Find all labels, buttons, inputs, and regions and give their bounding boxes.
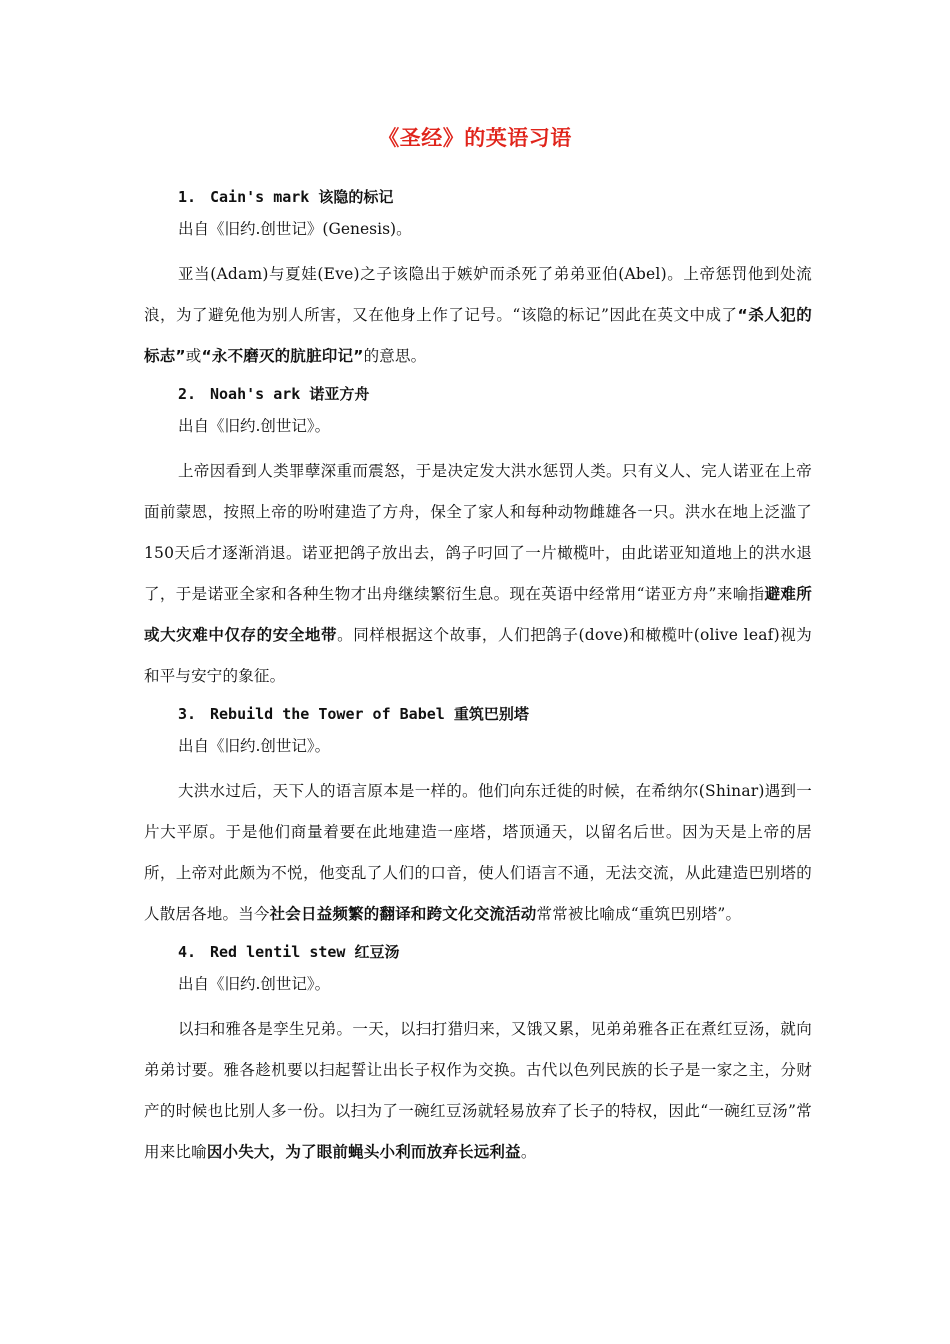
section-heading-1	[178, 186, 812, 208]
section-number: 2.	[178, 385, 197, 403]
section-source: 出自《旧约.创世记》。	[178, 417, 331, 435]
section-number: 1.	[178, 188, 197, 206]
emphasis-text: 社会日益频繁的翻译和跨文化交流活动	[269, 905, 537, 923]
heading-chinese: 红豆汤	[354, 943, 400, 961]
paragraph-text: 大洪水过后，天下人的语言原本是一样的。他们向东迁徙的时候，在希纳尔(Shinar)遇到一片大平原。于是他们商量着要在此地建造一座塔，塔顶通天，以留名后世。因为天是上帝的居所，上帝对此颇为不悦，他变乱了人们的口音，使人们语言不通，无法交流，从此建造巴别塔的人散居各地。当今	[144, 782, 812, 923]
heading-english: Noah's ark	[210, 385, 301, 403]
section-heading-2	[178, 383, 812, 405]
section-paragraph	[144, 771, 812, 935]
paragraph-text: 的意思。	[363, 347, 427, 365]
heading-english: Cain's mark	[210, 188, 310, 206]
emphasis-text: 因小失大，为了眼前蝇头小利而放弃长远利益	[206, 1143, 521, 1161]
paragraph-text: 。同样根据这个故事，人们把鸽子(dove)和橄榄叶(olive leaf)视为和平与安宁的象征。	[144, 626, 812, 685]
paragraph-text: 。	[520, 1143, 537, 1161]
section-paragraph	[144, 1009, 812, 1173]
section-source: 出自《旧约.创世记》。	[178, 975, 331, 993]
heading-english: Red lentil stew	[210, 943, 346, 961]
section-source: 出自《旧约.创世记》(Genesis)。	[178, 220, 412, 238]
section-paragraph	[144, 254, 812, 377]
emphasis-text: “永不磨灭的肮脏印记”	[201, 347, 364, 365]
heading-english: Rebuild the Tower of Babel	[210, 705, 445, 723]
paragraph-text: 常常被比喻成“重筑巴别塔”。	[536, 905, 742, 923]
section-source: 出自《旧约.创世记》。	[178, 737, 331, 755]
section-number: 4.	[178, 943, 197, 961]
section-paragraph	[144, 451, 812, 697]
paragraph-text: 亚当(Adam)与夏娃(Eve)之子该隐出于嫉妒而杀死了弟弟亚伯(Abel)。上帝惩罚他到处流浪，为了避免他为别人所害，又在他身上作了记号。“该隐的标记”因此在英文中成了	[144, 265, 812, 324]
emphasis-text: “杀人犯的标志”	[144, 306, 813, 365]
paragraph-text: 上帝因看到人类罪孽深重而震怒，于是决定发大洪水惩罚人类。只有义人、完人诺亚在上帝面前蒙恩，按照上帝的吩咐建造了方舟，保全了家人和每种动物雌雄各一只。洪水在地上泛滥了150天后才逐渐消退。诺亚把鸽子放出去，鸽子叼回了一片橄榄叶，由此诺亚知道地上的洪水退了，于是诺亚全家和各种生物才出舟继续繁衍生息。现在英语中经常用“诺亚方舟”来喻指	[144, 462, 812, 603]
section-heading-4	[178, 941, 812, 963]
paragraph-text: 或	[185, 347, 202, 365]
section-number: 3.	[178, 705, 197, 723]
heading-chinese: 诺亚方舟	[309, 385, 370, 403]
heading-chinese: 该隐的标记	[318, 188, 394, 206]
page-title: 《圣经》的英语习语	[378, 126, 572, 150]
section-heading-3	[178, 703, 812, 725]
document-body	[144, 180, 812, 1179]
paragraph-text: 以扫和雅各是孪生兄弟。一天，以扫打猎归来，又饿又累，见弟弟雅各正在煮红豆汤，就向弟弟讨要。雅各趁机要以扫起誓让出长子权作为交换。古代以色列民族的长子是一家之主，分财产的时候也比别人多一份。以扫为了一碗红豆汤就轻易放弃了长子的特权，因此“一碗红豆汤”常用来比喻	[144, 1020, 812, 1161]
heading-chinese: 重筑巴别塔	[453, 705, 529, 723]
emphasis-text: 避难所或大灾难中仅存的安全地带	[144, 585, 812, 644]
